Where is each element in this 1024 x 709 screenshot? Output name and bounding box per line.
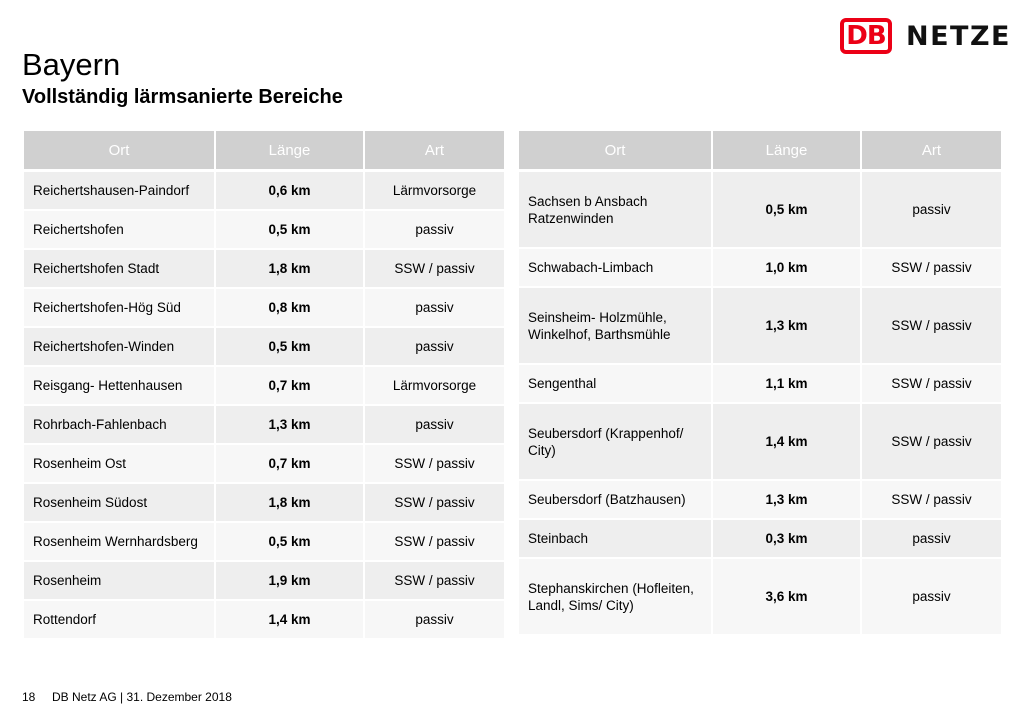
cell-ort: Rosenheim Wernhardsberg: [24, 523, 216, 562]
cell-art: SSW / passiv: [862, 404, 1003, 481]
cell-art: SSW / passiv: [862, 365, 1003, 404]
cell-ort-line1: Seinsheim- Holzmühle,: [528, 309, 667, 325]
table-row: [24, 523, 506, 562]
table-row: [24, 601, 506, 640]
cell-art: Lärmvorsorge: [365, 367, 506, 406]
cell-ort: Reisgang- Hettenhausen: [24, 367, 216, 406]
cell-art: SSW / passiv: [862, 288, 1003, 365]
right-table: [519, 131, 1003, 636]
cell-art: SSW / passiv: [365, 523, 506, 562]
cell-ort: Steinbach: [519, 520, 713, 559]
cell-laenge: 1,4 km: [713, 404, 862, 481]
page-number: 18: [22, 690, 36, 704]
cell-art: passiv: [365, 328, 506, 367]
cell-art: SSW / passiv: [365, 562, 506, 601]
cell-art: SSW / passiv: [365, 484, 506, 523]
cell-laenge: 1,8 km: [216, 250, 365, 289]
cell-laenge: 0,5 km: [216, 328, 365, 367]
cell-laenge: 0,3 km: [713, 520, 862, 559]
table-row: [24, 328, 506, 367]
cell-ort-line2: Landl, Sims/ City): [528, 597, 634, 613]
left-table: [24, 131, 506, 640]
cell-ort: Seubersdorf (Batzhausen): [519, 481, 713, 520]
cell-laenge: 3,6 km: [713, 559, 862, 636]
cell-ort: Rosenheim Ost: [24, 445, 216, 484]
cell-art: passiv: [862, 172, 1003, 249]
column-header-laenge: Länge: [713, 131, 862, 172]
cell-laenge: 1,0 km: [713, 249, 862, 288]
cell-ort-line2: City): [528, 442, 556, 458]
cell-ort: [519, 559, 713, 636]
cell-laenge: 1,3 km: [713, 481, 862, 520]
cell-ort: Sengenthal: [519, 365, 713, 404]
table-row: [519, 481, 1003, 520]
cell-laenge: 1,8 km: [216, 484, 365, 523]
table-row: [519, 365, 1003, 404]
cell-laenge: 0,7 km: [216, 445, 365, 484]
cell-laenge: 1,3 km: [713, 288, 862, 365]
table-row: [519, 559, 1003, 636]
cell-ort-line2: Ratzenwinden: [528, 210, 614, 226]
cell-art: passiv: [365, 289, 506, 328]
cell-art: SSW / passiv: [365, 250, 506, 289]
cell-art: Lärmvorsorge: [365, 172, 506, 211]
cell-ort: [519, 172, 713, 249]
cell-ort: Rottendorf: [24, 601, 216, 640]
column-header-art: Art: [862, 131, 1003, 172]
footer-text: DB Netz AG | 31. Dezember 2018: [52, 690, 232, 704]
table-row: [24, 250, 506, 289]
footer: [22, 690, 232, 704]
table-row: [519, 404, 1003, 481]
column-header-art: Art: [365, 131, 506, 172]
cell-ort: [519, 404, 713, 481]
table-row: [519, 520, 1003, 559]
db-logo-icon: DB: [840, 18, 892, 54]
cell-ort: Reichertshofen-Hög Süd: [24, 289, 216, 328]
table-row: [24, 562, 506, 601]
table-row: [24, 172, 506, 211]
cell-ort: Reichertshausen-Paindorf: [24, 172, 216, 211]
cell-laenge: 0,5 km: [216, 211, 365, 250]
table-row: [519, 288, 1003, 365]
cell-laenge: 1,3 km: [216, 406, 365, 445]
cell-ort: Rosenheim Südost: [24, 484, 216, 523]
cell-ort: Reichertshofen Stadt: [24, 250, 216, 289]
cell-laenge: 0,8 km: [216, 289, 365, 328]
cell-ort: Schwabach-Limbach: [519, 249, 713, 288]
cell-ort-line1: Sachsen b Ansbach: [528, 193, 648, 209]
cell-art: passiv: [365, 406, 506, 445]
cell-ort-line1: Seubersdorf (Krappenhof/: [528, 425, 684, 441]
table-row: [519, 249, 1003, 288]
cell-ort: [519, 288, 713, 365]
cell-laenge: 0,5 km: [216, 523, 365, 562]
cell-art: passiv: [365, 601, 506, 640]
column-header-ort: Ort: [519, 131, 713, 172]
cell-art: passiv: [862, 559, 1003, 636]
logo-netze-text: NETZE: [906, 20, 1011, 52]
cell-laenge: 1,9 km: [216, 562, 365, 601]
cell-ort-line1: Stephanskirchen (Hofleiten,: [528, 580, 694, 596]
table-row: [24, 367, 506, 406]
cell-laenge: 0,6 km: [216, 172, 365, 211]
table-row: [24, 484, 506, 523]
cell-laenge: 1,1 km: [713, 365, 862, 404]
cell-art: passiv: [365, 211, 506, 250]
table-row: [24, 445, 506, 484]
table-row: [24, 406, 506, 445]
cell-laenge: 0,7 km: [216, 367, 365, 406]
table-row: [24, 289, 506, 328]
cell-ort: Reichertshofen-Winden: [24, 328, 216, 367]
page-subtitle: Vollständig lärmsanierte Bereiche: [22, 86, 343, 108]
cell-laenge: 0,5 km: [713, 172, 862, 249]
page-title: Bayern: [22, 47, 121, 82]
column-header-laenge: Länge: [216, 131, 365, 172]
cell-laenge: 1,4 km: [216, 601, 365, 640]
cell-ort: Reichertshofen: [24, 211, 216, 250]
cell-ort-line2: Winkelhof, Barthsmühle: [528, 326, 671, 342]
db-netze-logo: [840, 18, 1011, 54]
table-row: [519, 172, 1003, 249]
cell-art: SSW / passiv: [862, 249, 1003, 288]
cell-art: SSW / passiv: [862, 481, 1003, 520]
cell-ort: Rosenheim: [24, 562, 216, 601]
cell-ort: Rohrbach-Fahlenbach: [24, 406, 216, 445]
table-row: [24, 211, 506, 250]
cell-art: SSW / passiv: [365, 445, 506, 484]
cell-art: passiv: [862, 520, 1003, 559]
column-header-ort: Ort: [24, 131, 216, 172]
